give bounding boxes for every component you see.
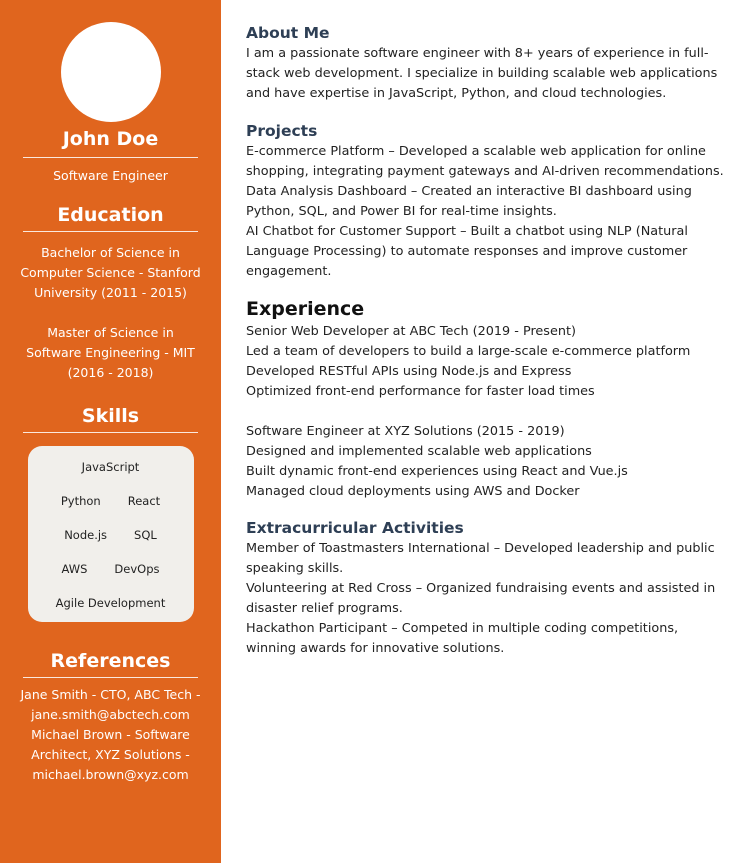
reference-item: Michael Brown - Software Architect, XYZ Solutions - michael.brown@xyz.com	[31, 727, 190, 782]
sidebar	[0, 0, 221, 863]
skill-tag: Node.js	[64, 528, 108, 542]
job-line: Led a team of developers to build a large-scale e-commerce platform	[246, 344, 691, 359]
skill-tag: AWS	[61, 562, 88, 576]
job-title: Software Engineer	[53, 168, 168, 183]
extracurricular-title: Extracurricular Activities	[246, 519, 464, 537]
experience-title: Experience	[246, 298, 365, 320]
job-role: Senior Web Developer at ABC Tech (2019 - Present)	[246, 324, 576, 339]
spacer	[246, 402, 724, 422]
about-title: About Me	[246, 24, 330, 42]
job-line: Developed RESTful APIs using Node.js and Express	[246, 364, 572, 379]
extracurricular-section	[246, 517, 724, 659]
project-item: AI Chatbot for Customer Support – Built a chatbot using NLP (Natural Language Processing) to automate responses and improve customer engagement.	[246, 224, 688, 279]
profile-name: John Doe	[62, 128, 159, 150]
experience-job	[246, 422, 724, 502]
projects-title: Projects	[246, 122, 318, 140]
project-item: Data Analysis Dashboard – Created an interactive BI dashboard using Python, SQL, and Power BI for real-time insights.	[246, 184, 692, 219]
skill-row	[28, 596, 194, 630]
experience-section	[246, 296, 724, 502]
skill-tag: JavaScript	[81, 460, 140, 474]
education-item: Master of Science in Software Engineering - MIT (2016 - 2018)	[26, 325, 195, 380]
activity-item: Volunteering at Red Cross – Organized fundraising events and assisted in disaster relief programs.	[246, 581, 716, 616]
references-list	[0, 685, 221, 785]
activity-item: Hackathon Participant – Competed in multiple coding competitions, winning awards for innovative solutions.	[246, 621, 679, 656]
references-heading: References	[50, 650, 171, 672]
activity-item: Member of Toastmasters International – Developed leadership and public speaking skills.	[246, 541, 715, 576]
job-role: Software Engineer at XYZ Solutions (2015 - 2019)	[246, 424, 565, 439]
skill-tag: Python	[60, 494, 101, 508]
about-section	[246, 22, 724, 104]
skill-tag: DevOps	[114, 562, 160, 576]
education-item: Bachelor of Science in Computer Science - Stanford University (2011 - 2015)	[20, 245, 201, 300]
education-heading: Education	[57, 204, 164, 226]
projects-section	[246, 120, 724, 282]
job-line: Built dynamic front-end experiences using React and Vue.js	[246, 464, 628, 479]
main-content	[246, 22, 724, 659]
skill-tag: Agile Development	[55, 596, 166, 610]
project-item: E-commerce Platform – Developed a scalable web application for online shopping, integrating payment gateways and AI-driven recommendations.	[246, 144, 724, 179]
job-line: Designed and implemented scalable web applications	[246, 444, 592, 459]
about-text: I am a passionate software engineer with 8+ years of experience in full-stack web development. I specialize in building scalable web applications and have expertise in JavaScript, Python, and cloud technologies.	[246, 46, 718, 101]
skills-heading: Skills	[81, 405, 140, 427]
skill-row	[28, 460, 194, 494]
skill-row	[28, 494, 194, 528]
job-line: Optimized front-end performance for faster load times	[246, 384, 595, 399]
experience-job	[246, 322, 724, 402]
skill-tag: React	[127, 494, 161, 508]
skills-box	[28, 446, 194, 622]
divider	[23, 157, 198, 158]
divider	[23, 432, 198, 433]
skill-row	[28, 528, 194, 562]
job-line: Managed cloud deployments using AWS and Docker	[246, 484, 580, 499]
skill-row	[28, 562, 194, 596]
divider	[23, 677, 198, 678]
avatar	[61, 22, 161, 122]
education-list	[0, 243, 221, 383]
skill-tag: SQL	[134, 528, 157, 542]
reference-item: Jane Smith - CTO, ABC Tech - jane.smith@abctech.com	[20, 687, 201, 722]
divider	[23, 231, 198, 232]
